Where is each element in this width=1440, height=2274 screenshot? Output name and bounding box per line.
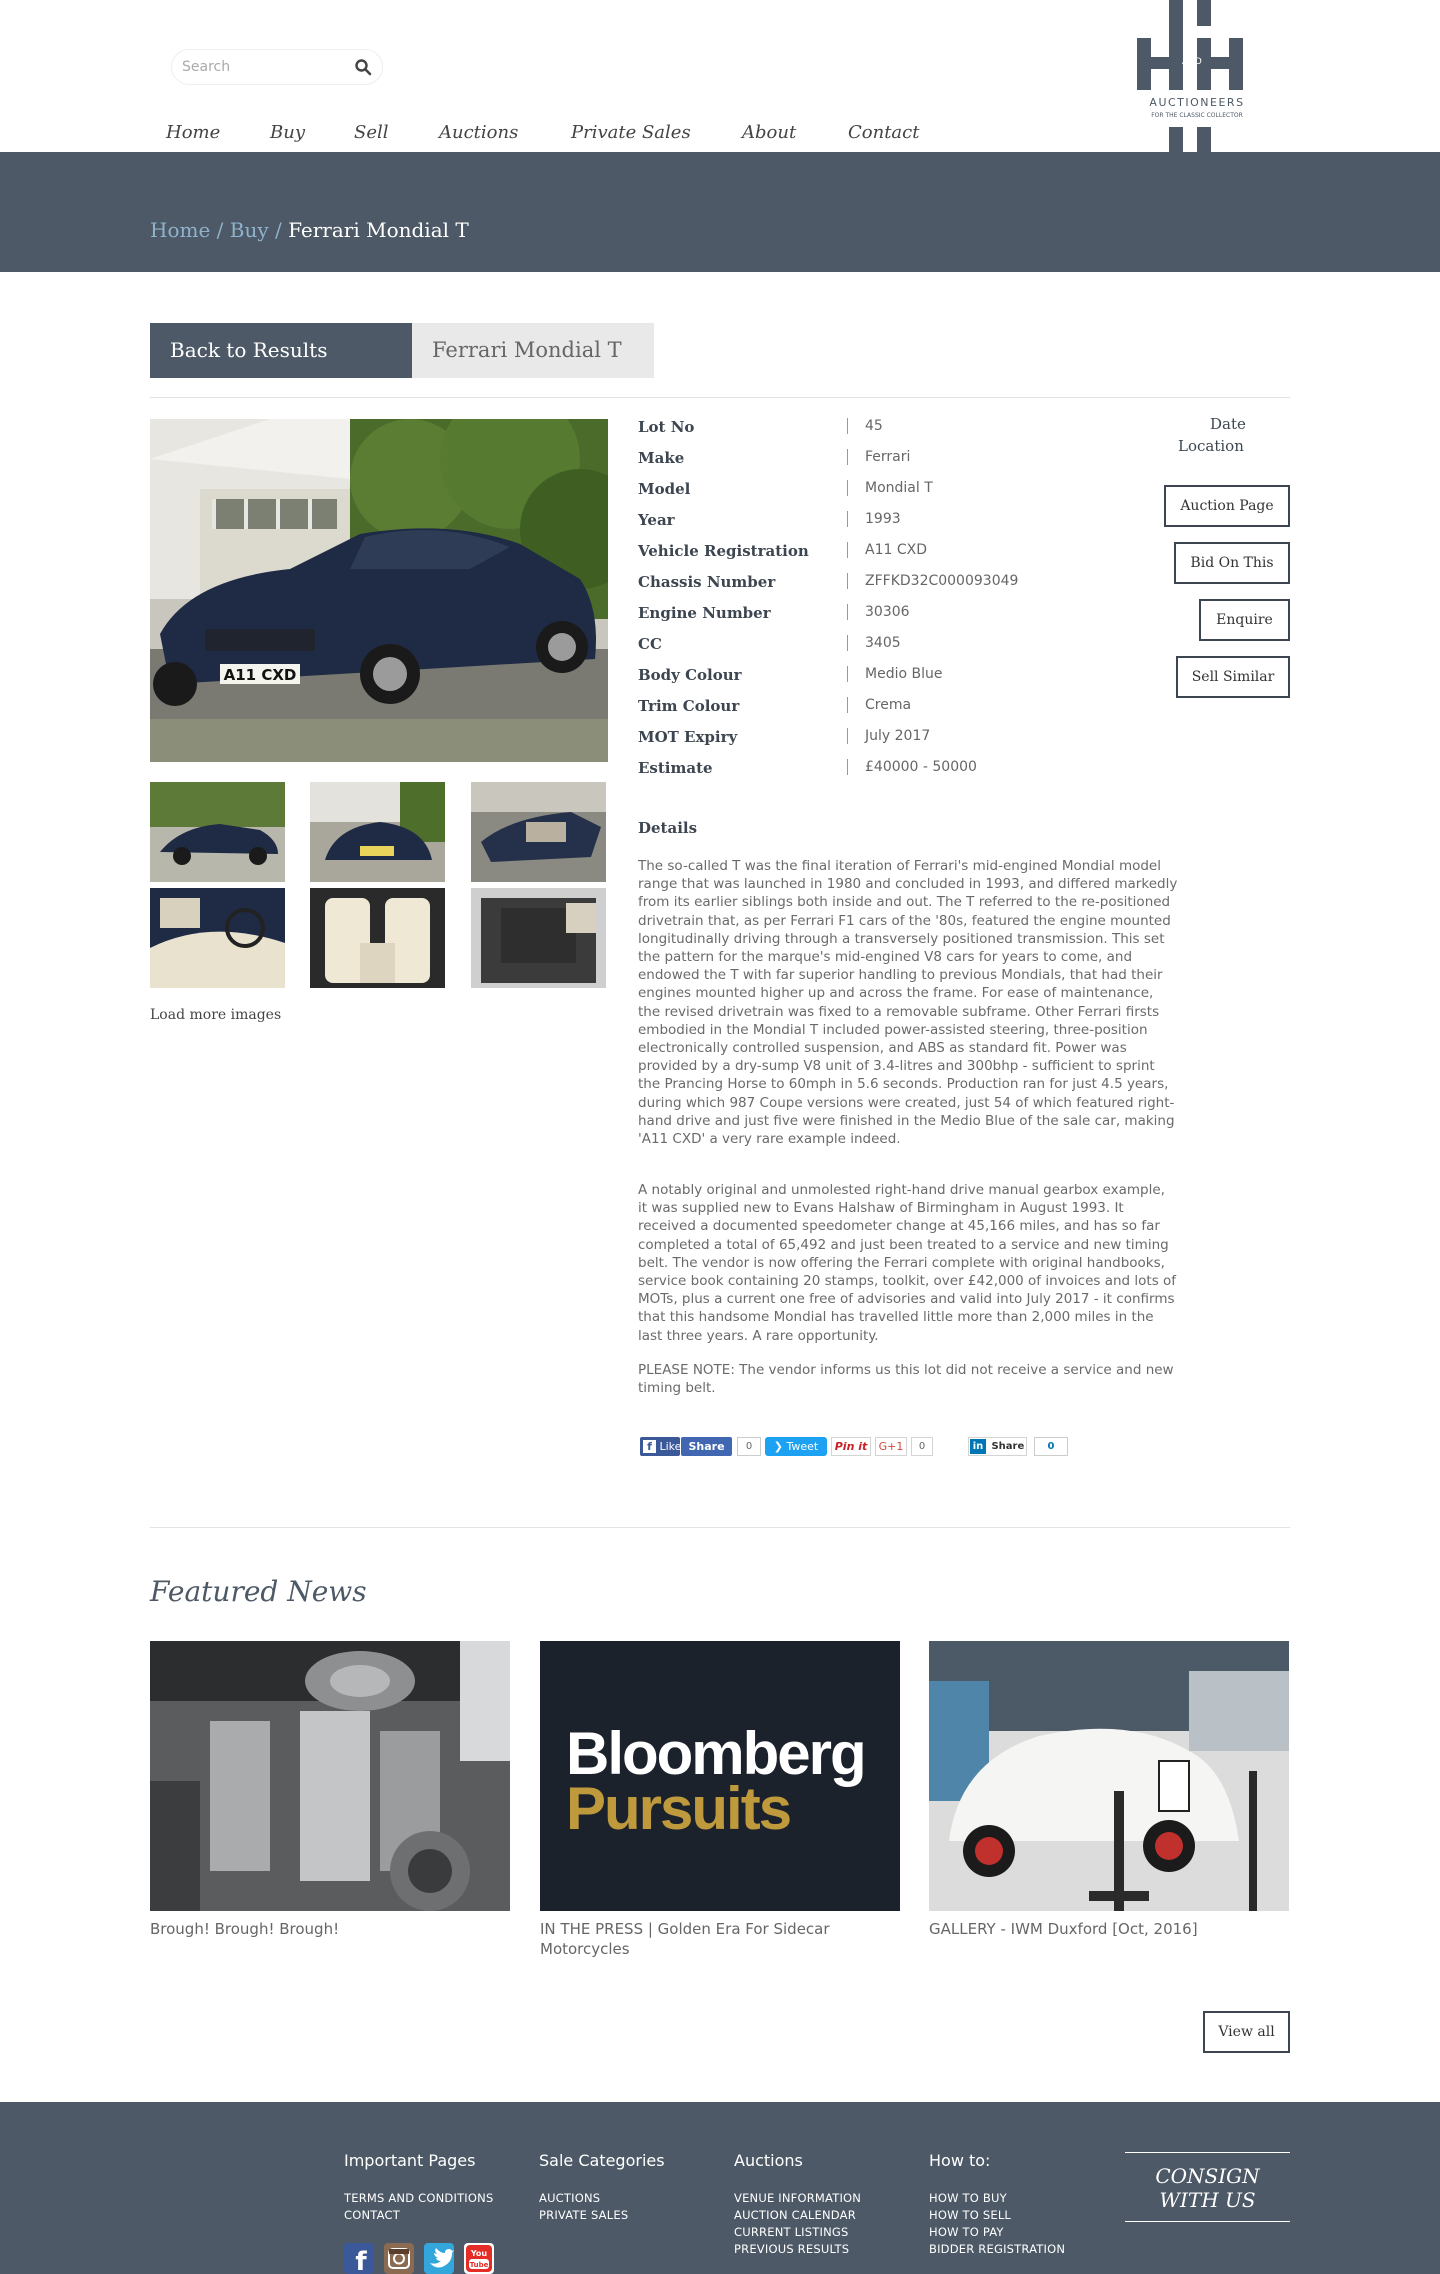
details-paragraph: PLEASE NOTE: The vendor informs us this lot did not receive a service and new timing belt. bbox=[638, 1362, 1174, 1397]
spec-value: 30306 bbox=[865, 604, 910, 620]
footer-link-auctions[interactable]: AUCTIONS bbox=[539, 2191, 601, 2205]
footer-link-private-sales[interactable]: PRIVATE SALES bbox=[539, 2208, 629, 2222]
breadcrumb-separator: / bbox=[216, 218, 224, 242]
spec-value: 3405 bbox=[865, 635, 901, 651]
spec-value: 1993 bbox=[865, 511, 901, 527]
footer-heading-auctions: Auctions bbox=[734, 2151, 803, 2170]
consign-with-us-button[interactable] bbox=[1125, 2152, 1290, 2222]
logo-and: AND bbox=[1182, 57, 1202, 67]
hh-logo-mark bbox=[1135, 0, 1259, 152]
search-box[interactable] bbox=[171, 49, 383, 85]
spec-divider bbox=[847, 728, 848, 744]
nav-auctions[interactable]: Auctions bbox=[439, 122, 519, 143]
spec-label: Year bbox=[638, 511, 675, 529]
spec-value: Mondial T bbox=[865, 480, 933, 496]
google-plus-count: 0 bbox=[911, 1437, 933, 1456]
linkedin-icon: in bbox=[970, 1439, 986, 1454]
search-input[interactable] bbox=[182, 57, 342, 77]
logo-auctioneers: AUCTIONEERS bbox=[1149, 96, 1245, 109]
facebook-like-button[interactable] bbox=[640, 1437, 680, 1456]
facebook-share-button[interactable]: Share bbox=[681, 1437, 732, 1456]
main-car-image[interactable] bbox=[150, 419, 608, 762]
youtube-icon[interactable] bbox=[464, 2243, 494, 2274]
twitter-icon[interactable] bbox=[424, 2243, 454, 2274]
spec-label: Vehicle Registration bbox=[638, 542, 809, 560]
footer-heading-sale-categories: Sale Categories bbox=[539, 2151, 665, 2170]
spec-label: Estimate bbox=[638, 759, 713, 777]
footer-heading-important-pages: Important Pages bbox=[344, 2151, 476, 2170]
footer-link-previous-results[interactable]: PREVIOUS RESULTS bbox=[734, 2242, 850, 2256]
news-caption[interactable]: IN THE PRESS | Golden Era For Sidecar Motorcycles bbox=[540, 1920, 830, 1958]
back-to-results-button[interactable]: Back to Results bbox=[150, 323, 412, 378]
search-icon[interactable] bbox=[354, 58, 372, 76]
nav-home[interactable]: Home bbox=[166, 122, 221, 143]
view-all-button[interactable]: View all bbox=[1203, 2011, 1290, 2053]
facebook-icon: f bbox=[643, 1440, 656, 1453]
auction-page-button[interactable]: Auction Page bbox=[1164, 485, 1290, 527]
breadcrumb-separator: / bbox=[275, 218, 282, 242]
spec-label: Lot No bbox=[638, 418, 695, 436]
divider bbox=[150, 1527, 1290, 1528]
hh-logo[interactable] bbox=[1135, 0, 1259, 152]
footer-heading-how-to: How to: bbox=[929, 2151, 991, 2170]
spec-label: MOT Expiry bbox=[638, 728, 738, 746]
google-plus-button[interactable]: G+1 bbox=[875, 1437, 907, 1456]
spec-divider bbox=[847, 480, 848, 496]
spec-value: 45 bbox=[865, 418, 883, 434]
spec-label: Model bbox=[638, 480, 691, 498]
spec-value: Ferrari bbox=[865, 449, 911, 465]
nav-about[interactable]: About bbox=[742, 122, 797, 143]
facebook-share-count: 0 bbox=[737, 1437, 761, 1456]
news-caption[interactable]: Brough! Brough! Brough! bbox=[150, 1920, 340, 1938]
nav-contact[interactable]: Contact bbox=[848, 122, 920, 143]
spec-divider bbox=[847, 542, 848, 558]
instagram-icon[interactable] bbox=[384, 2243, 414, 2274]
linkedin-share-label: Share bbox=[991, 1441, 1025, 1452]
nav-buy[interactable]: Buy bbox=[270, 122, 305, 143]
pinterest-pinit-button[interactable]: Pin it bbox=[831, 1437, 871, 1456]
news-caption[interactable]: GALLERY - IWM Duxford [Oct, 2016] bbox=[929, 1920, 1198, 1938]
spec-value: Crema bbox=[865, 697, 912, 713]
spec-label: Chassis Number bbox=[638, 573, 776, 591]
spec-label: CC bbox=[638, 635, 662, 653]
spec-label: Make bbox=[638, 449, 685, 467]
lot-title-tab: Ferrari Mondial T bbox=[412, 323, 654, 378]
facebook-icon[interactable] bbox=[344, 2243, 374, 2274]
featured-news-title: Featured News bbox=[150, 1575, 367, 1608]
bid-on-this-button[interactable]: Bid On This bbox=[1174, 542, 1290, 584]
gallery-thumb[interactable] bbox=[310, 782, 445, 882]
gallery-thumb[interactable] bbox=[150, 888, 285, 988]
breadcrumb-home[interactable]: Home bbox=[150, 218, 211, 242]
spec-divider bbox=[847, 449, 848, 465]
logo-tagline: FOR THE CLASSIC COLLECTOR bbox=[1151, 112, 1243, 119]
gallery-thumb[interactable] bbox=[471, 888, 606, 988]
tweet-button[interactable] bbox=[765, 1437, 827, 1456]
linkedin-share-count: 0 bbox=[1034, 1437, 1068, 1456]
footer-link-current-listings[interactable]: CURRENT LISTINGS bbox=[734, 2225, 849, 2239]
gallery-thumb[interactable] bbox=[471, 782, 606, 882]
linkedin-share-button[interactable] bbox=[968, 1437, 1027, 1456]
spec-value: ZFFKD32C000093049 bbox=[865, 573, 1019, 589]
news-image-motorcycle[interactable] bbox=[150, 1641, 510, 1911]
svg-text:You: You bbox=[470, 2249, 488, 2258]
consign-line: CONSIGN bbox=[1155, 2164, 1260, 2188]
divider bbox=[150, 397, 1290, 398]
load-more-images-link[interactable]: Load more images bbox=[150, 1007, 282, 1023]
spec-divider bbox=[847, 759, 848, 775]
spec-label: Body Colour bbox=[638, 666, 742, 684]
spec-divider bbox=[847, 666, 848, 682]
details-paragraph: The so-called T was the final iteration of Ferrari's mid-engined Mondial model range that was launched in 1980 and concluded in 1993, and differed markedly from its earlier siblings both inside and out. The T referred to the re-positioned drivetrain that, as per Ferrari F1 cars of the '80s, featured the engine mounted longitudinally driving through a transversely positioned transmission. This set the pattern for the marque's mid-engined V8 cars for years to come, and endowed the T with far superior handling to previous Mondials, that had their engines mounted higher up and across the frame. For ease of maintenance, the revised drivetrain was fixed to a removable subframe. Other Ferrari firsts embodied in the Mondial T included power-assisted steering, three-position electronically controlled suspension, and ABS as standard fit. Power was provided by a dry-sump V8 unit of 3.4-litres and 300bhp - sufficient to sprint the Prancing Horse to 60mph in 5.6 seconds. Production ran for just 4.5 years, during which 987 Coupe versions were created, just 54 of which featured right-hand drive and just five were finished in the Medio Blue of the sale car, making 'A11 CXD' a very rare example indeed. bbox=[638, 858, 1178, 1148]
enquire-button[interactable]: Enquire bbox=[1199, 599, 1290, 641]
date-label: Date bbox=[1210, 415, 1246, 433]
news-image-porsche[interactable] bbox=[929, 1641, 1289, 1911]
consign-line: WITH US bbox=[1159, 2188, 1256, 2212]
spec-divider bbox=[847, 573, 848, 589]
details-paragraph: A notably original and unmolested right-hand drive manual gearbox example, it was supplied new to Evans Halshaw of Birmingham in August 1993. It received a documented speedometer change at 45,166 miles, and has so far completed a total of 65,492 and just been treated to a service and new timing belt. The vendor is now offering the Ferrari complete with original handbooks, service book containing 20 stamps, toolkit, over £42,000 of invoices and lots of MOTs, plus a current one free of advisories and valid into July 2017 - it confirms that this handsome Mondial has travelled little more than 2,000 miles in the last three years. A rare opportunity. bbox=[638, 1182, 1177, 1344]
tweet-label: Tweet bbox=[786, 1440, 819, 1453]
pursuits-logo-text: Pursuits bbox=[566, 1775, 791, 1842]
spec-value: July 2017 bbox=[865, 728, 931, 744]
spec-divider bbox=[847, 604, 848, 620]
spec-label: Engine Number bbox=[638, 604, 771, 622]
footer-link-auction-calendar[interactable]: AUCTION CALENDAR bbox=[734, 2208, 856, 2222]
breadcrumb-current: Ferrari Mondial T bbox=[288, 218, 469, 242]
gallery-thumb[interactable] bbox=[150, 782, 285, 882]
spec-divider bbox=[847, 511, 848, 527]
footer-link-venue-information[interactable]: VENUE INFORMATION bbox=[734, 2191, 862, 2205]
spec-divider bbox=[847, 418, 848, 434]
footer-link-terms[interactable]: TERMS AND CONDITIONS bbox=[344, 2191, 494, 2205]
spec-value: Medio Blue bbox=[865, 666, 943, 682]
spec-divider bbox=[847, 635, 848, 651]
gallery-thumb[interactable] bbox=[310, 888, 445, 988]
breadcrumb-buy[interactable]: Buy bbox=[229, 218, 269, 242]
spec-value: A11 CXD bbox=[865, 542, 927, 558]
details-heading: Details bbox=[638, 819, 698, 837]
facebook-like-label: Like bbox=[659, 1440, 682, 1453]
title-band bbox=[0, 152, 1440, 272]
news-image-bloomberg[interactable] bbox=[540, 1641, 900, 1911]
bloomberg-logo-text: Bloomberg bbox=[566, 1720, 865, 1787]
footer-link-how-to-sell[interactable]: HOW TO SELL bbox=[929, 2208, 1012, 2222]
spec-label: Trim Colour bbox=[638, 697, 740, 715]
breadcrumb bbox=[150, 218, 469, 242]
footer-link-how-to-buy[interactable]: HOW TO BUY bbox=[929, 2191, 1007, 2205]
svg-text:f: f bbox=[355, 2247, 367, 2274]
nav-private-sales[interactable]: Private Sales bbox=[571, 122, 691, 143]
spec-value: £40000 - 50000 bbox=[865, 759, 977, 775]
svg-text:Tube: Tube bbox=[469, 2261, 489, 2269]
footer-link-contact[interactable]: CONTACT bbox=[344, 2208, 400, 2222]
spec-divider bbox=[847, 697, 848, 713]
twitter-icon: ❯ bbox=[773, 1440, 783, 1453]
footer-link-how-to-pay[interactable]: HOW TO PAY bbox=[929, 2225, 1004, 2239]
number-plate: A11 CXD bbox=[223, 666, 297, 684]
nav-sell[interactable]: Sell bbox=[354, 122, 389, 143]
location-label: Location bbox=[1178, 437, 1244, 455]
footer-link-bidder-registration[interactable]: BIDDER REGISTRATION bbox=[929, 2242, 1066, 2256]
sell-similar-button[interactable]: Sell Similar bbox=[1176, 656, 1290, 698]
